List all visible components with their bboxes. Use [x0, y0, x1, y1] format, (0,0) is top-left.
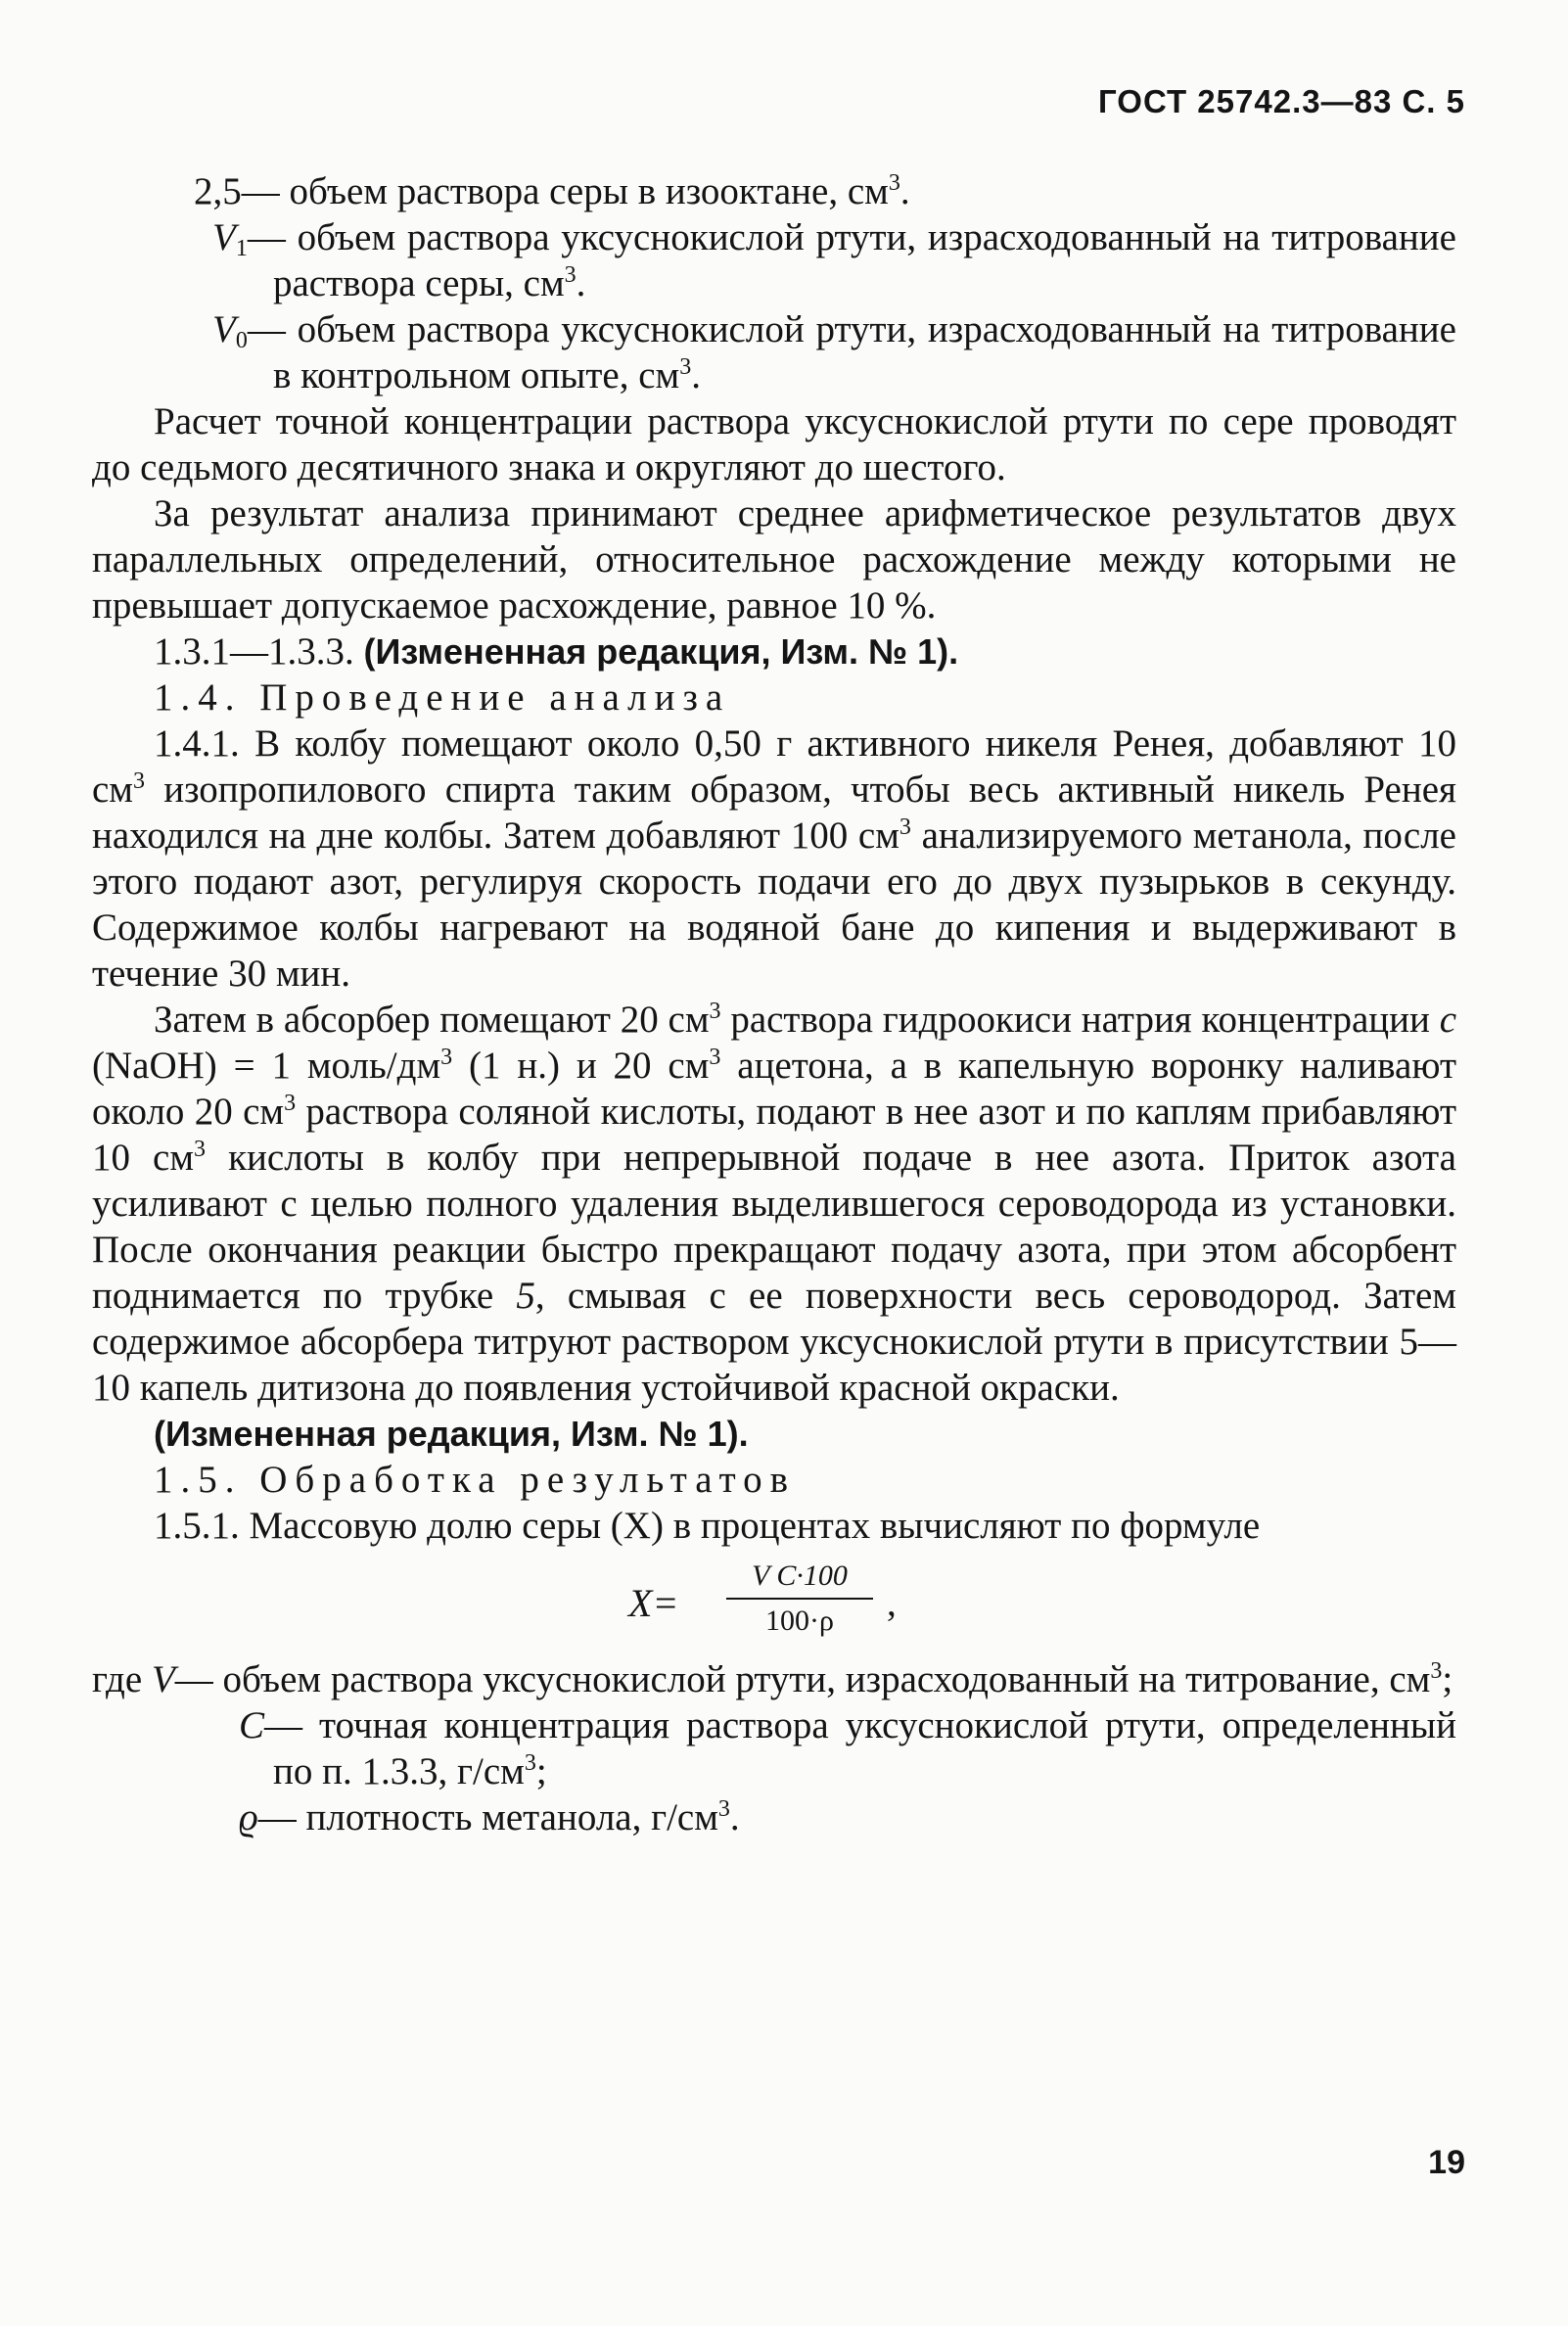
punctuation: . [576, 262, 586, 304]
definition-text: — объем раствора уксуснокислой ртути, израсходованный на титрование раствора серы, см [247, 216, 1456, 304]
definition-symbol: ϱ [239, 1796, 258, 1838]
change-note [92, 628, 1456, 675]
superscript: 3 [284, 1091, 297, 1116]
text-run: Затем в абсорбер помещают 20 см [154, 999, 710, 1041]
text-run: 1.4.1. В колбу помещают около 0,50 г активного никеля Ренея, добавляют 10 см [92, 722, 1456, 811]
page-header: ГОСТ 25742.3—83 С. 5 [1098, 83, 1465, 119]
change-note-text: (Измененная редакция, Изм. № 1). [363, 631, 959, 672]
symbol-c: c [1439, 999, 1456, 1041]
formula [92, 1558, 1456, 1649]
subscript: 1 [235, 236, 248, 261]
text-run: изопропилового спирта таким образом, чтобы весь активный никель Ренея находился на дне колбы. Затем добавляют 100 см [92, 768, 1456, 857]
punctuation: . [899, 170, 910, 212]
text-run: анализируемого метанола, после этого подают азот, регулируя скорость подачи его до двух пузырьков в секунду. Содержимое колбы нагревают на водяной бане до кипения и выдерживают в течение 30 мин. [92, 814, 1456, 995]
superscript: 3 [440, 1045, 453, 1070]
text-run: (NaOH) = 1 моль/дм [92, 1045, 441, 1087]
definition-symbol: 2,5 [194, 170, 242, 212]
superscript: 3 [564, 262, 576, 288]
subscript: 0 [235, 328, 248, 353]
change-note-ref: 1.3.1—1.3.3. [154, 630, 364, 673]
definition-text: — точная концентрация раствора уксуснокислой ртути, определенный по п. 1.3.3, г/см [264, 1704, 1456, 1792]
definition-symbol: V [212, 308, 236, 350]
superscript: 3 [709, 1045, 721, 1070]
punctuation: ; [535, 1750, 547, 1792]
superscript: 3 [899, 814, 911, 840]
definition-item [92, 168, 1456, 214]
definition-text: — объем раствора уксуснокислой ртути, израсходованный на титрование в контрольном опыте, см [247, 308, 1456, 396]
superscript: 3 [709, 999, 721, 1024]
paragraph-1-4-1 [92, 721, 1456, 997]
section-heading-processing: 1.5. Обработка результатов [154, 1459, 797, 1501]
punctuation: . [691, 354, 701, 396]
page-number: 19 [1428, 2144, 1465, 2181]
page-content [92, 168, 1456, 1840]
definition-text: — объем раствора серы в изооктане, см [241, 170, 889, 212]
definition-text: — плотность метанола, г/см [257, 1796, 718, 1838]
definition-item [92, 1702, 1456, 1794]
definition-lead: где [92, 1658, 152, 1700]
paragraph-result: За результат анализа принимают среднее арифметическое результатов двух параллельных определений, относительное расхождение между которыми не превышает допускаемое расхождение, равное 10 %. [92, 492, 1456, 627]
text-run: раствора соляной кислоты, подают в нее азот и по каплям прибавляют 10 см [92, 1091, 1456, 1179]
definition-item [92, 214, 1456, 306]
paragraph-1-5-1: 1.5.1. Массовую долю серы (X) в процентах вычисляют по формуле [154, 1505, 1261, 1547]
punctuation: . [729, 1796, 740, 1838]
text-run: , смывая с ее поверхности весь сероводород. Затем содержимое абсорбера титруют раствором уксуснокислой ртути в присутствии 5—10 капель дитизона до появления устойчивой красной окраски. [92, 1275, 1456, 1409]
text-run: раствора гидроокиси натрия концентрации [720, 999, 1440, 1041]
superscript: 3 [194, 1137, 207, 1162]
superscript: 3 [1430, 1658, 1443, 1684]
definition-text: — объем раствора уксуснокислой ртути, израсходованный на титрование, см [174, 1658, 1431, 1700]
formula-numerator: V C·100 [752, 1559, 848, 1592]
superscript: 3 [717, 1796, 730, 1822]
text-run: ацетона, а в капельную воронку наливают около 20 см [92, 1045, 1456, 1133]
definition-symbol: C [239, 1704, 265, 1746]
paragraph-absorber [92, 997, 1456, 1411]
punctuation: ; [1442, 1658, 1453, 1700]
text-run: кислоты в колбу при непрерывной подаче в нее азота. Приток азота усиливают с целью полного удаления выделившегося сероводорода из установки. После окончания реакции быстро прекращают подачу азота, при этом абсорбент поднимается по трубке [92, 1137, 1456, 1317]
change-note-2: (Измененная редакция, Изм. № 1). [154, 1414, 749, 1454]
formula-lhs: X= [628, 1581, 679, 1625]
paragraph-calculation: Расчет точной концентрации раствора уксуснокислой ртути по сере проводят до седьмого десятичного знака и округляют до шестого. [92, 400, 1456, 488]
superscript: 3 [679, 354, 692, 380]
definition-item [92, 1794, 1456, 1840]
text-run: (1 н.) и 20 см [452, 1045, 710, 1087]
formula-denominator: 100·ρ [765, 1605, 834, 1637]
superscript: 3 [133, 768, 145, 794]
superscript: 3 [888, 170, 900, 196]
definition-symbol: V [212, 216, 236, 258]
definition-symbol: V [151, 1658, 175, 1700]
definition-item [92, 306, 1456, 398]
tube-number: 5 [516, 1275, 535, 1317]
formula-comma: , [887, 1582, 897, 1624]
section-heading-analysis: 1.4. Проведение анализа [154, 676, 731, 719]
superscript: 3 [524, 1750, 536, 1776]
formula-fraction [726, 1558, 873, 1639]
definition-item [92, 1656, 1456, 1702]
